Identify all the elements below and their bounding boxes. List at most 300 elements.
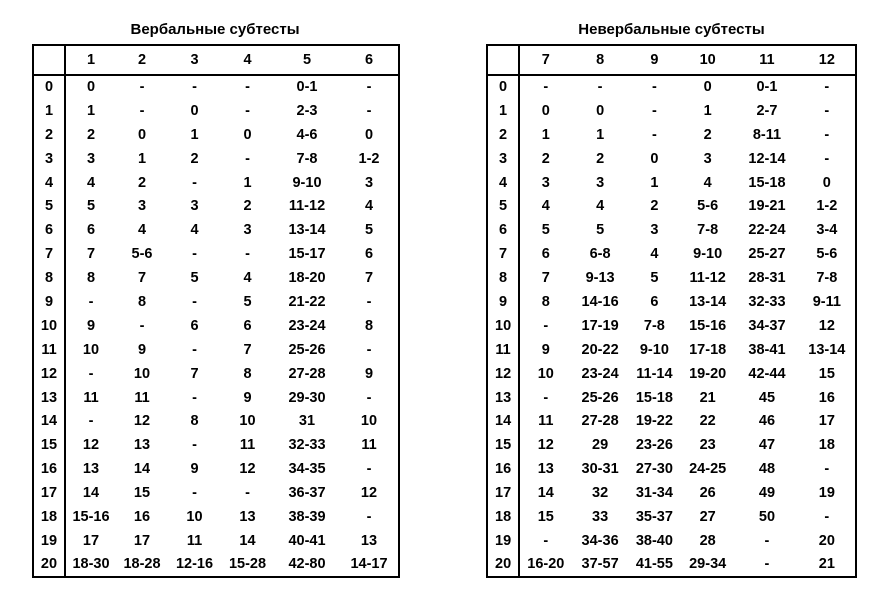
table-row (33, 529, 399, 553)
table-cell: 20 (818, 532, 835, 549)
table-cell: 0 (822, 174, 831, 191)
table-cell: 29-30 (288, 389, 326, 406)
table-cell: 5 (243, 293, 252, 310)
table-cell: 27-30 (635, 461, 673, 478)
table-cell: 7 (137, 270, 147, 287)
table-cell: 4 (703, 174, 712, 191)
table-row (487, 290, 856, 314)
table-cell: 3 (364, 174, 374, 191)
table-cell: 5 (650, 270, 659, 287)
raw-score-label: 9 (487, 290, 519, 314)
table-cell: 0 (541, 102, 550, 119)
table-cell: 14-17 (350, 556, 388, 573)
raw-score-label: 4 (33, 171, 65, 195)
nonverbal-panel (486, 16, 857, 578)
table-cell: 3 (243, 222, 252, 239)
table-row (487, 553, 856, 577)
table-row (487, 147, 856, 171)
table-cell: 7-8 (816, 270, 838, 287)
table-row (33, 553, 399, 577)
raw-score-label: 11 (487, 338, 519, 362)
table-cell: 10 (82, 341, 100, 358)
table-row (487, 266, 856, 290)
table-cell: - (192, 79, 197, 96)
table-cell: 3 (650, 222, 659, 239)
nonverbal-corner-cell (487, 45, 519, 75)
table-cell: - (366, 461, 372, 478)
nonverbal-col-header: 10 (699, 52, 716, 68)
table-cell: 23-24 (581, 365, 619, 382)
table-cell: 3-4 (816, 222, 838, 239)
table-row (487, 481, 856, 505)
table-cell: - (824, 102, 830, 119)
table-cell: 17-19 (581, 317, 619, 334)
table-cell: 18 (818, 437, 835, 454)
table-row (33, 433, 399, 457)
table-row (487, 409, 856, 433)
table-cell: 10 (360, 413, 378, 430)
table-row (33, 242, 399, 266)
table-cell: 3 (137, 198, 147, 215)
table-cell: 32-33 (748, 293, 786, 310)
table-cell: 9-11 (812, 293, 841, 310)
table-cell: 5 (596, 222, 605, 239)
raw-score-label: 8 (33, 266, 65, 290)
table-cell: 28 (699, 532, 716, 549)
raw-score-label: 14 (487, 409, 519, 433)
table-cell: 0-1 (756, 79, 778, 96)
table-cell: 9-10 (292, 174, 322, 191)
table-row (487, 242, 856, 266)
raw-score-label: 8 (487, 266, 519, 290)
raw-score-label: 1 (33, 99, 65, 123)
table-cell: 11 (538, 413, 554, 430)
table-cell: 1-2 (358, 150, 380, 167)
table-cell: 9 (137, 341, 147, 358)
table-row (33, 314, 399, 338)
table-cell: - (366, 508, 372, 525)
table-cell: 2 (243, 198, 252, 215)
table-cell: 12 (818, 317, 835, 334)
table-cell: 15-16 (689, 317, 727, 334)
table-cell: 6 (650, 293, 659, 310)
table-cell: 2 (190, 150, 199, 167)
table-cell: 15 (537, 508, 554, 525)
verbal-panel (32, 16, 398, 578)
table-cell: 24-25 (689, 461, 727, 478)
table-row (487, 194, 856, 218)
table-cell: 13-14 (808, 341, 846, 358)
raw-score-label: 1 (487, 99, 519, 123)
table-cell: 10 (133, 365, 151, 382)
table-cell: 49 (758, 485, 776, 502)
table-cell: 13 (239, 508, 256, 525)
table-cell: 17 (818, 413, 835, 430)
table-cell: 3 (596, 174, 605, 191)
verbal-table (32, 44, 400, 578)
table-cell: 3 (703, 150, 712, 167)
table-cell: 31-34 (635, 485, 673, 502)
raw-score-label: 12 (487, 362, 519, 386)
table-cell: - (139, 317, 145, 334)
table-cell: 2 (596, 150, 605, 167)
table-cell: 6-8 (589, 246, 611, 263)
table-cell: 38-41 (748, 341, 786, 358)
table-cell: 4 (596, 198, 605, 215)
table-cell: 0 (243, 126, 252, 143)
table-cell: 38-40 (635, 532, 673, 549)
raw-score-label: 20 (33, 553, 65, 577)
table-cell: 42-44 (748, 365, 786, 382)
table-cell: 25-26 (581, 389, 619, 406)
table-cell: 5 (541, 222, 550, 239)
verbal-col-header: 4 (243, 52, 252, 68)
table-cell: 4 (190, 222, 199, 239)
table-cell: 17-18 (689, 341, 727, 358)
table-cell: 9 (190, 461, 199, 478)
table-cell: 41-55 (635, 556, 673, 573)
table-cell: 7-8 (643, 317, 665, 334)
table-cell: 11 (83, 389, 99, 406)
table-cell: 17 (133, 532, 151, 549)
table-cell: 12 (239, 461, 256, 478)
table-row (33, 171, 399, 195)
table-cell: 27-28 (288, 365, 326, 382)
table-cell: - (824, 461, 830, 478)
table-cell: 3 (541, 174, 550, 191)
table-cell: 2 (650, 198, 659, 215)
table-row (487, 362, 856, 386)
table-cell: - (192, 293, 197, 310)
nonverbal-col-header: 12 (818, 52, 835, 68)
table-row (487, 457, 856, 481)
raw-score-label: 13 (487, 386, 519, 410)
table-cell: 16 (133, 508, 151, 525)
verbal-col-header: 3 (190, 52, 199, 68)
table-cell: - (366, 102, 372, 119)
table-cell: 14 (82, 485, 100, 502)
table-cell: 29 (592, 437, 609, 454)
table-cell: 33 (592, 508, 609, 525)
table-cell: 0 (703, 79, 712, 96)
table-cell: - (245, 79, 250, 96)
table-cell: 4 (650, 246, 659, 263)
table-cell: 2-3 (296, 102, 318, 119)
table-cell: 5 (364, 222, 374, 239)
table-cell: 9-10 (693, 246, 723, 263)
raw-score-label: 5 (487, 194, 519, 218)
table-cell: - (192, 389, 197, 406)
table-cell: 37-57 (581, 556, 619, 573)
table-cell: 8 (364, 317, 374, 334)
table-cell: 3 (86, 150, 96, 167)
table-row (487, 529, 856, 553)
table-cell: - (139, 102, 145, 119)
table-cell: - (245, 485, 250, 502)
table-cell: 26 (699, 485, 716, 502)
table-cell: - (366, 389, 372, 406)
raw-score-label: 15 (487, 433, 519, 457)
table-cell: 19-21 (748, 198, 786, 215)
nonverbal-col-header: 8 (596, 52, 605, 68)
table-cell: 6 (364, 246, 374, 263)
table-cell: 12 (133, 413, 151, 430)
table-cell: 7 (86, 246, 96, 263)
table-cell: 6 (86, 222, 96, 239)
table-row (33, 457, 399, 481)
table-cell: 7-8 (697, 222, 719, 239)
table-cell: 7 (243, 341, 252, 358)
table-cell: 7-8 (296, 150, 318, 167)
table-cell: - (824, 150, 830, 167)
table-cell: 5 (190, 270, 199, 287)
table-cell: 12 (82, 437, 100, 454)
table-row (33, 505, 399, 529)
raw-score-label: 15 (33, 433, 65, 457)
table-row (33, 266, 399, 290)
table-cell: 0 (596, 102, 605, 119)
verbal-body (33, 75, 399, 577)
table-cell: 18-28 (123, 556, 161, 573)
table-cell: 14 (537, 485, 554, 502)
table-cell: 28-31 (748, 270, 786, 287)
table-cell: 23-24 (288, 317, 326, 334)
table-row (487, 314, 856, 338)
verbal-header-row (33, 45, 399, 75)
raw-score-label: 19 (487, 529, 519, 553)
nonverbal-col-header: 11 (759, 52, 775, 68)
table-cell: 23 (699, 437, 716, 454)
table-cell: 47 (758, 437, 776, 454)
table-cell: 2 (703, 126, 712, 143)
table-row (487, 433, 856, 457)
table-cell: 27-28 (581, 413, 619, 430)
verbal-col-header: 6 (364, 52, 374, 68)
table-cell: - (192, 485, 197, 502)
raw-score-label: 0 (487, 75, 519, 99)
table-cell: 2 (86, 126, 96, 143)
table-cell: 0 (364, 126, 374, 143)
raw-score-label: 3 (33, 147, 65, 171)
verbal-col-header: 5 (302, 52, 312, 68)
raw-score-label: 10 (487, 314, 519, 338)
table-row (33, 481, 399, 505)
table-cell: 2-7 (756, 102, 778, 119)
table-cell: - (366, 293, 372, 310)
table-cell: 25-26 (288, 341, 326, 358)
table-cell: - (88, 413, 94, 430)
table-cell: 2 (137, 174, 147, 191)
table-row (33, 147, 399, 171)
table-cell: 13-14 (689, 293, 727, 310)
table-cell: 32 (592, 485, 609, 502)
table-cell: 8 (243, 365, 252, 382)
table-cell: 40-41 (288, 532, 326, 549)
table-cell: 1-2 (816, 198, 838, 215)
table-cell: 42-80 (288, 556, 326, 573)
table-cell: 4 (86, 174, 96, 191)
table-cell: 13 (360, 532, 378, 549)
table-cell: 48 (758, 461, 776, 478)
table-row (487, 75, 856, 99)
table-cell: 15 (133, 485, 151, 502)
verbal-col-header: 2 (137, 52, 147, 68)
table-row (487, 386, 856, 410)
raw-score-label: 2 (33, 123, 65, 147)
table-cell: 15-28 (228, 556, 267, 573)
table-cell: - (192, 246, 197, 263)
table-row (487, 123, 856, 147)
table-cell: - (245, 246, 250, 263)
raw-score-label: 16 (33, 457, 65, 481)
table-cell: 4 (137, 222, 147, 239)
table-cell: 32-33 (288, 437, 326, 454)
verbal-corner-cell (33, 45, 65, 75)
nonverbal-header-row (487, 45, 856, 75)
table-row (487, 218, 856, 242)
table-cell: 4 (364, 198, 374, 215)
table-cell: 46 (758, 413, 776, 430)
raw-score-label: 12 (33, 362, 65, 386)
table-cell: 34-37 (748, 317, 786, 334)
raw-score-label: 17 (33, 481, 65, 505)
table-cell: - (543, 317, 549, 334)
table-row (487, 171, 856, 195)
table-cell: 1 (650, 174, 659, 191)
table-cell: 5-6 (131, 246, 153, 263)
table-row (33, 409, 399, 433)
table-cell: 6 (541, 246, 550, 263)
table-cell: 14 (133, 461, 151, 478)
table-cell: - (192, 341, 197, 358)
table-cell: 0-1 (296, 79, 318, 96)
table-cell: 9 (541, 341, 550, 358)
table-cell: 13 (133, 437, 151, 454)
table-cell: - (543, 389, 549, 406)
table-cell: 4-6 (296, 126, 318, 143)
table-cell: 8 (86, 270, 96, 287)
table-cell: - (651, 126, 657, 143)
raw-score-label: 11 (33, 338, 65, 362)
table-cell: 9 (243, 389, 252, 406)
table-cell: 36-37 (288, 485, 326, 502)
table-cell: 15-18 (748, 174, 786, 191)
table-cell: 8-11 (752, 126, 782, 143)
table-cell: 9 (86, 317, 96, 334)
table-cell: 12 (360, 485, 378, 502)
table-cell: 8 (137, 293, 147, 310)
table-row (33, 75, 399, 99)
raw-score-label: 17 (487, 481, 519, 505)
table-cell: 18-20 (288, 270, 326, 287)
table-cell: 16 (818, 389, 835, 406)
table-cell: 4 (243, 270, 252, 287)
table-cell: 29-34 (689, 556, 727, 573)
table-cell: 5-6 (816, 246, 838, 263)
table-cell: - (597, 79, 603, 96)
table-cell: 13-14 (288, 222, 326, 239)
table-cell: 16-20 (527, 556, 565, 573)
table-cell: 13 (537, 461, 554, 478)
table-cell: 50 (758, 508, 776, 525)
raw-score-label: 2 (487, 123, 519, 147)
table-cell: 0 (137, 126, 147, 143)
table-cell: - (764, 532, 770, 549)
table-cell: 12-14 (748, 150, 786, 167)
verbal-title: Вербальные субтесты (130, 21, 300, 38)
table-cell: - (88, 365, 94, 382)
raw-score-label: 18 (487, 505, 519, 529)
table-cell: 9 (364, 365, 374, 382)
table-cell: 10 (186, 508, 203, 525)
table-cell: - (366, 341, 372, 358)
table-cell: 35-37 (635, 508, 673, 525)
nonverbal-title: Невербальные субтесты (578, 21, 765, 38)
table-cell: - (245, 150, 250, 167)
table-cell: 19-22 (635, 413, 673, 430)
table-cell: 1 (541, 126, 550, 143)
table-cell: 17 (82, 532, 100, 549)
table-cell: 11 (361, 437, 377, 454)
table-cell: 20-22 (581, 341, 619, 358)
table-cell: 34-36 (581, 532, 619, 549)
table-cell: 10 (537, 365, 554, 382)
table-cell: 22 (699, 413, 716, 430)
table-cell: 11 (239, 437, 256, 454)
table-cell: 21-22 (288, 293, 326, 310)
table-cell: 11-12 (288, 198, 326, 215)
table-row (487, 99, 856, 123)
table-cell: 10 (239, 413, 256, 430)
table-cell: 38-39 (288, 508, 326, 525)
table-cell: - (824, 126, 830, 143)
table-cell: 31 (298, 413, 316, 430)
table-cell: 3 (190, 198, 199, 215)
table-cell: 5 (86, 198, 96, 215)
table-cell: 8 (190, 413, 199, 430)
table-cell: 14 (239, 532, 256, 549)
table-row (33, 362, 399, 386)
table-cell: 1 (243, 174, 252, 191)
table-cell: 9-13 (585, 270, 615, 287)
raw-score-label: 4 (487, 171, 519, 195)
table-row (33, 194, 399, 218)
nonverbal-table (486, 44, 857, 578)
table-cell: 1 (190, 126, 199, 143)
table-row (33, 290, 399, 314)
table-cell: 1 (137, 150, 147, 167)
table-cell: - (651, 102, 657, 119)
table-cell: 12 (537, 437, 554, 454)
table-cell: 1 (703, 102, 712, 119)
table-cell: - (192, 437, 197, 454)
table-cell: 21 (699, 389, 716, 406)
table-cell: 4 (541, 198, 550, 215)
raw-score-label: 0 (33, 75, 65, 99)
table-cell: 1 (596, 126, 605, 143)
table-cell: - (824, 508, 830, 525)
table-cell: 2 (541, 150, 550, 167)
nonverbal-col-header: 9 (650, 52, 659, 68)
table-cell: 22-24 (748, 222, 786, 239)
table-cell: - (139, 79, 145, 96)
raw-score-label: 14 (33, 409, 65, 433)
table-row (33, 99, 399, 123)
table-cell: - (764, 556, 770, 573)
table-cell: 19 (818, 485, 835, 502)
verbal-col-header: 1 (86, 52, 96, 68)
table-cell: 11 (134, 389, 150, 406)
